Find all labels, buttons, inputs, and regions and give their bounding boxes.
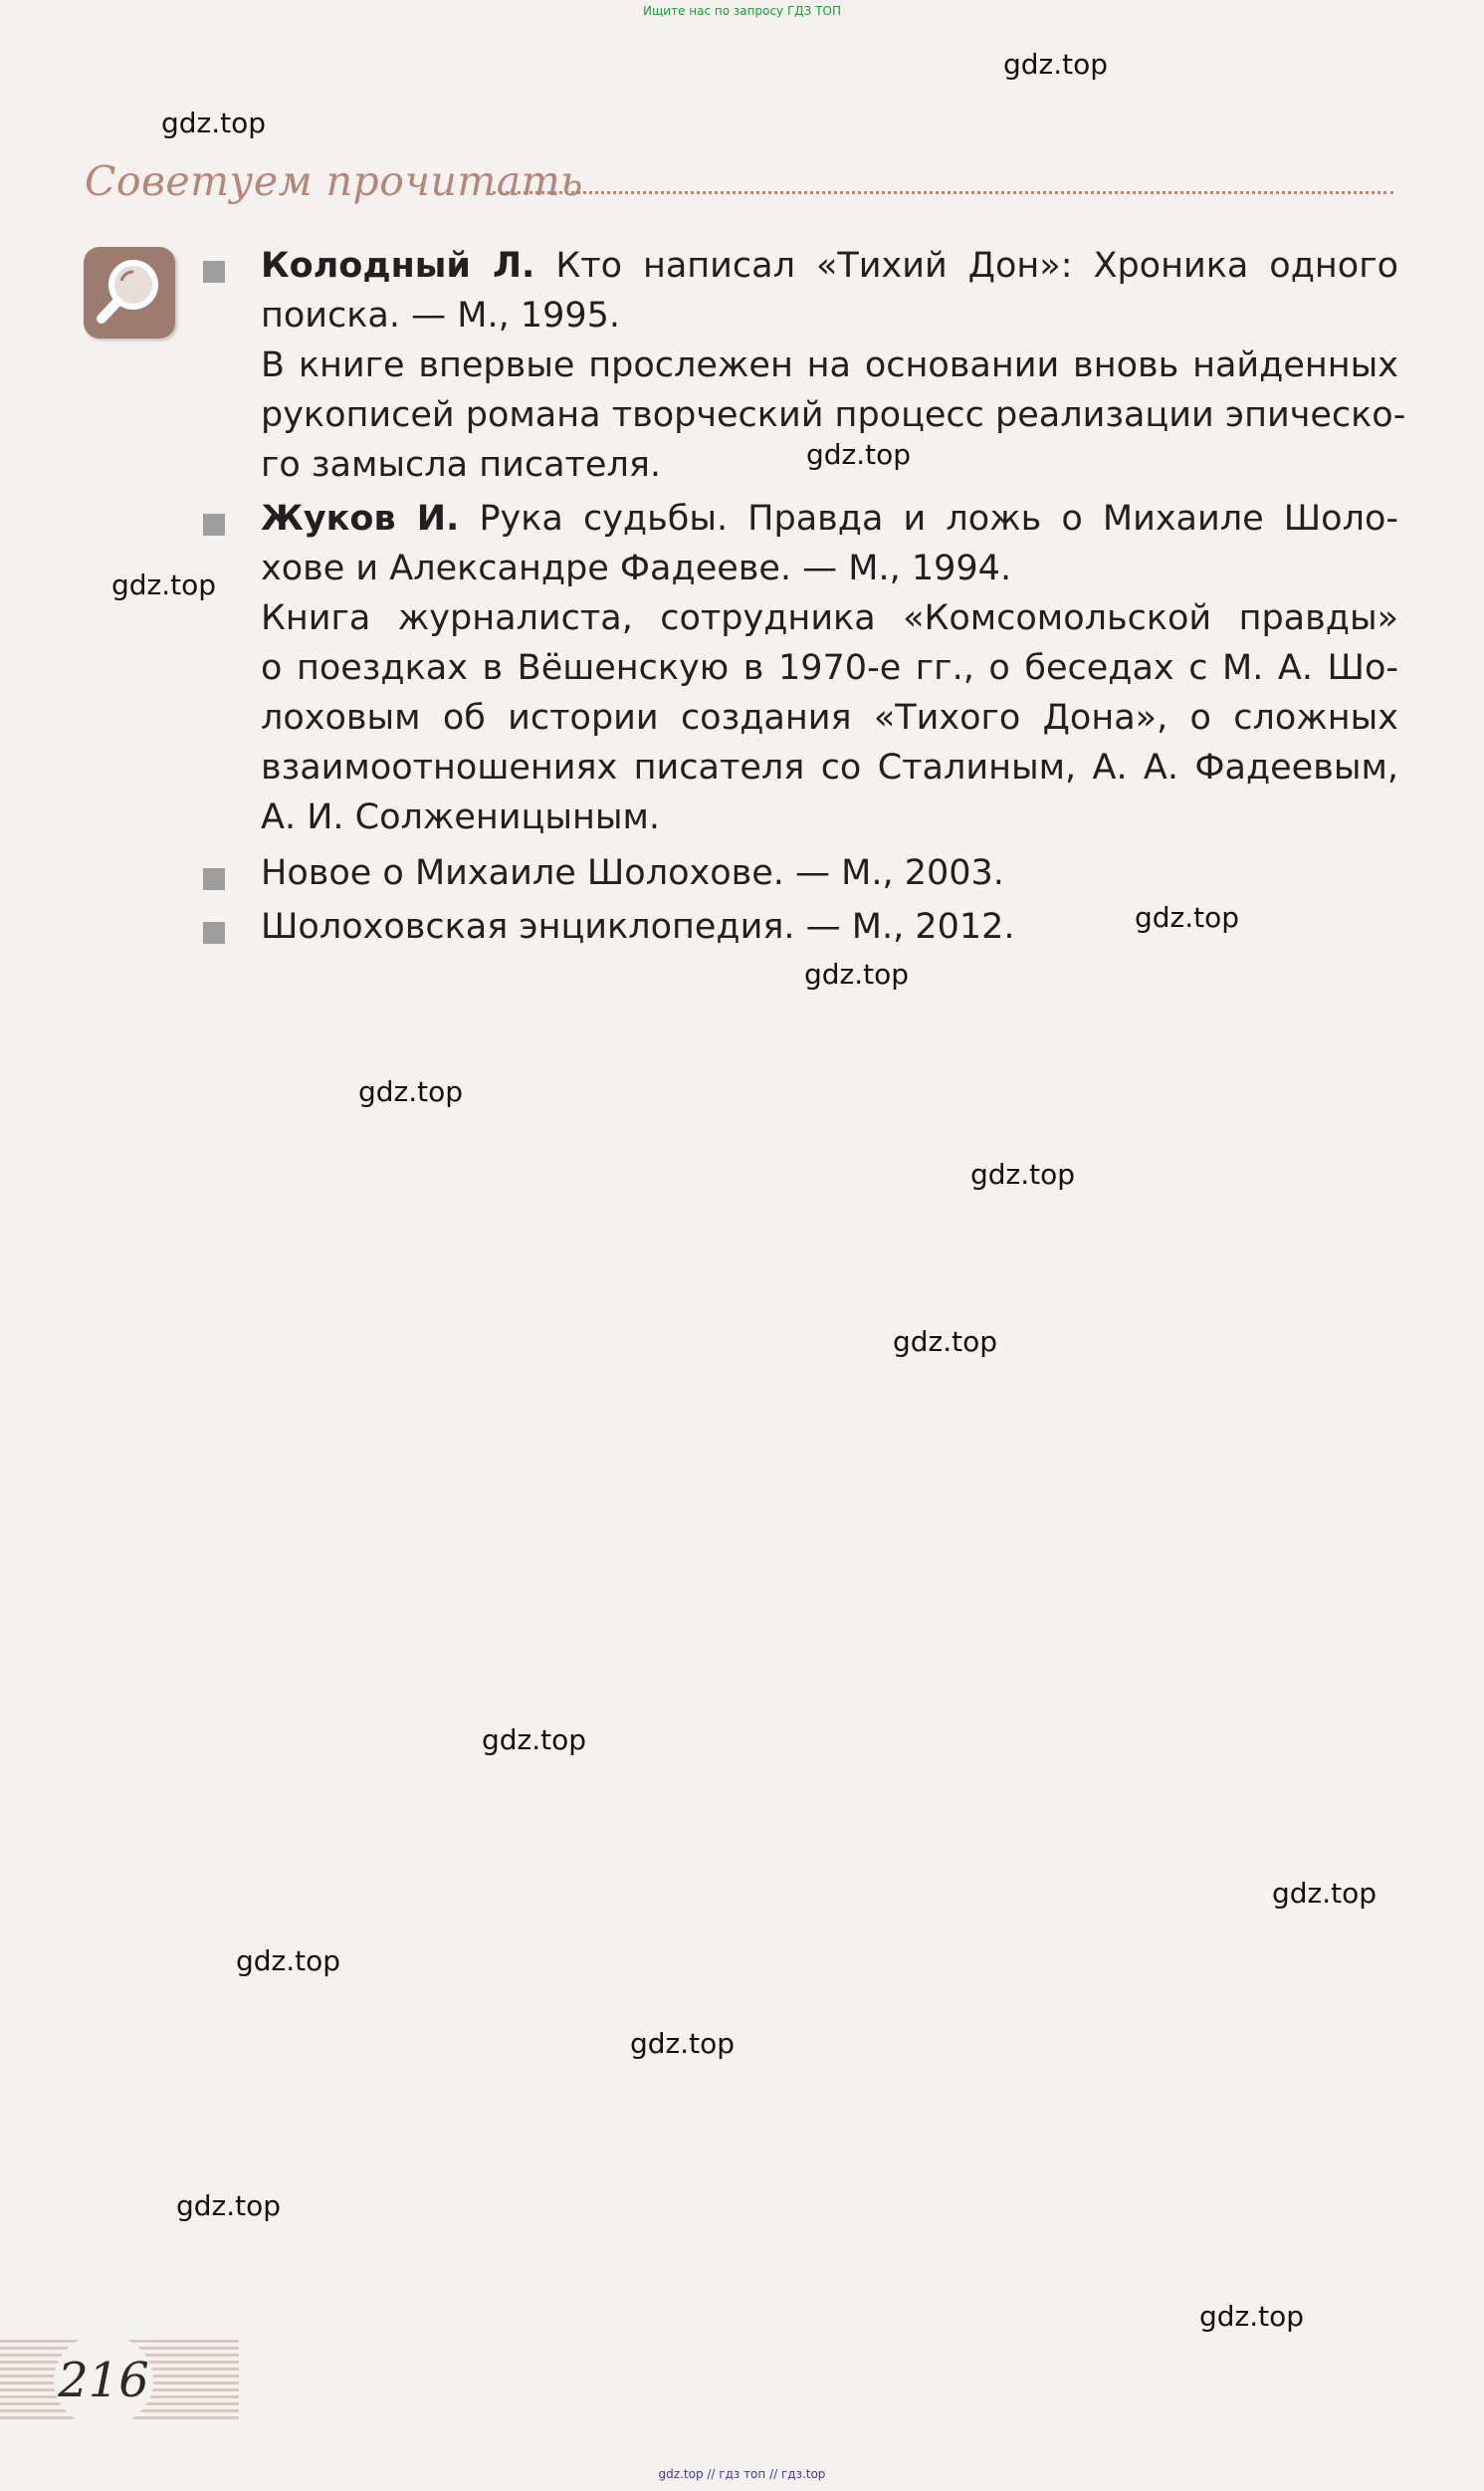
square-bullet-icon xyxy=(203,514,225,536)
citation-text: Кто написал «Тихий Дон»: Хроника одного xyxy=(555,246,1398,286)
reading-list xyxy=(199,241,1406,952)
section-title: Советуем прочитать xyxy=(85,157,583,205)
bottom-banner[interactable]: gdz.top // гдз топ // гдз.top xyxy=(658,2467,826,2481)
description-line: лоховым об истории создания «Тихого Дона», о сложных xyxy=(261,698,1398,738)
watermark: gdz.top xyxy=(893,1325,998,1358)
description-line: Книга журналиста, сотрудника «Комсомольской правды» xyxy=(261,598,1398,638)
list-item xyxy=(199,241,1406,490)
list-item xyxy=(199,494,1398,842)
watermark: gdz.top xyxy=(804,958,910,991)
description-line: о поездках в Вёшенскую в 1970-е гг., о беседах с М. А. Шо- xyxy=(261,648,1398,688)
citation-line: хове и Александре Фадееве. — М., 1994. xyxy=(261,549,1012,588)
watermark: gdz.top xyxy=(236,1944,341,1977)
citation-line: поиска. — М., 1995. xyxy=(261,296,621,336)
watermark: gdz.top xyxy=(806,438,912,471)
list-item xyxy=(199,902,1398,952)
author-name: Колодный Л. xyxy=(261,246,535,286)
citation-line xyxy=(261,494,1398,544)
magnifier-icon xyxy=(84,247,175,339)
citation-line xyxy=(261,241,1398,291)
watermark: gdz.top xyxy=(970,1158,1076,1191)
watermark: gdz.top xyxy=(1003,48,1109,81)
watermark: gdz.top xyxy=(1272,1877,1378,1910)
description-line: В книге впервые прослежен на основании вновь найденных xyxy=(261,345,1398,385)
description-line: А. И. Солженицыным. xyxy=(261,797,661,837)
watermark: gdz.top xyxy=(176,2189,282,2222)
square-bullet-icon xyxy=(203,868,225,890)
heading-dotted-rule xyxy=(493,191,1393,194)
description-line: взаимоотношениях писателя со Сталиным, А. А. Фадеевым, xyxy=(261,748,1398,788)
square-bullet-icon xyxy=(203,922,225,944)
author-name: Жуков И. xyxy=(261,499,460,539)
citation-line: Шолоховская энциклопедия. — М., 2012. xyxy=(261,907,1015,947)
watermark: gdz.top xyxy=(1199,2300,1305,2333)
watermark: gdz.top xyxy=(111,568,217,601)
citation-line: Новое о Михаиле Шолохове. — М., 2003. xyxy=(261,853,1004,893)
description-line: рукописей романа творческий процесс реализации эпическо- xyxy=(261,395,1406,435)
watermark: gdz.top xyxy=(1135,901,1240,934)
watermark: gdz.top xyxy=(630,2027,736,2060)
list-item xyxy=(199,848,1398,898)
square-bullet-icon xyxy=(203,261,225,283)
page-number: 216 xyxy=(54,2336,153,2425)
watermark: gdz.top xyxy=(482,1723,587,1756)
top-banner[interactable]: Ищите нас по запросу ГДЗ ТОП xyxy=(643,4,841,18)
watermark: gdz.top xyxy=(161,107,267,139)
description-line: го замысла писателя. xyxy=(261,445,662,485)
citation-text: Рука судьбы. Правда и ложь о Михаиле Шоло- xyxy=(479,499,1398,539)
watermark: gdz.top xyxy=(358,1075,464,1108)
